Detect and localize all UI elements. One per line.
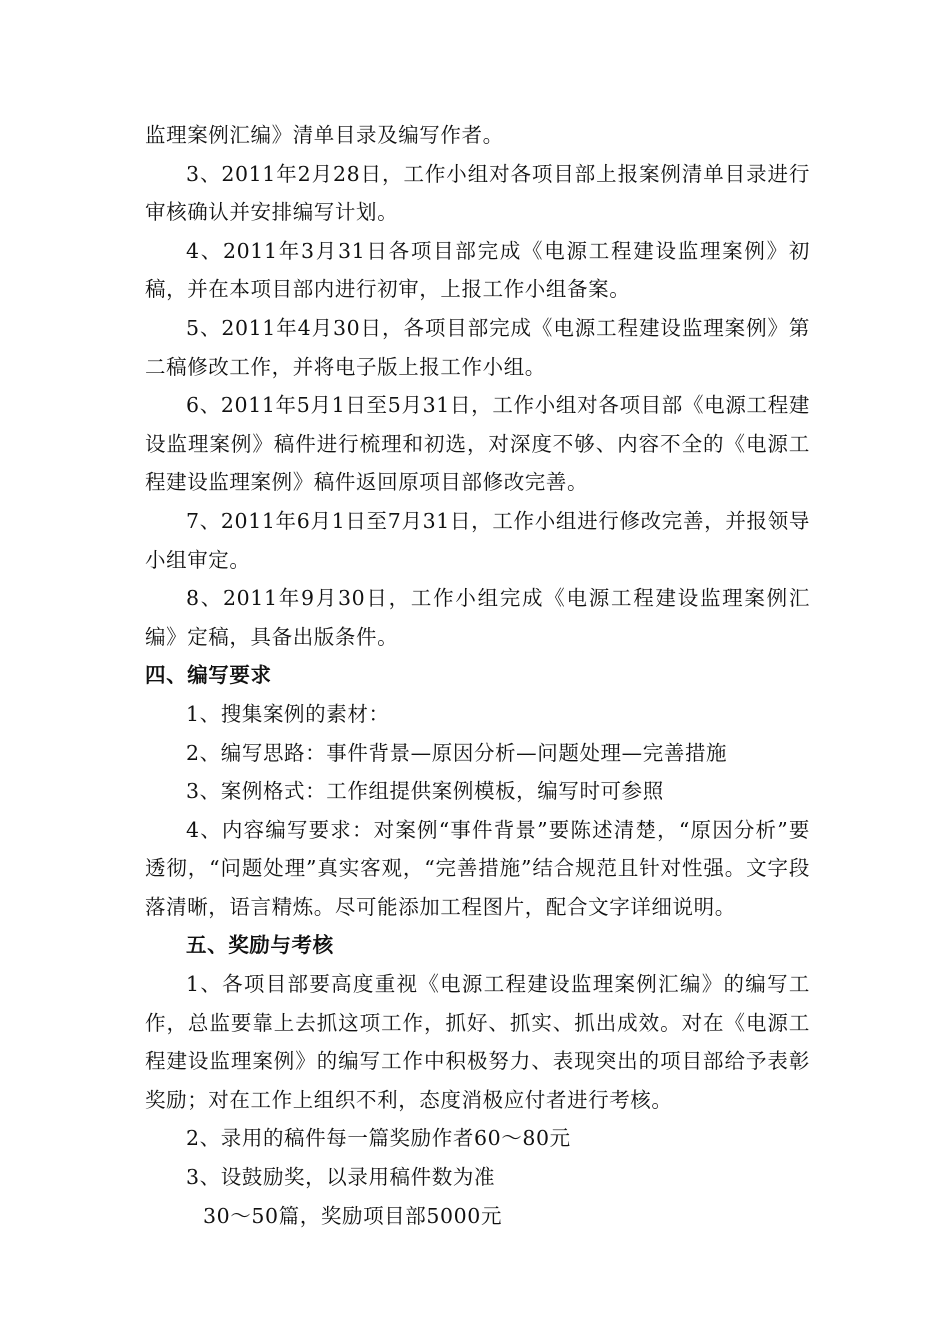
paragraph-continuation: 监理案例汇编》清单目录及编写作者。 (145, 123, 504, 147)
reward-sub-item: 30～50篇，奖励项目部5000元 (203, 1203, 503, 1228)
section-heading-writing-requirements: 四、编写要求 (145, 663, 272, 688)
schedule-item-6: 6、2011年5月1日至5月31日，工作小组对各项目部《电源工程建设监理案例》稿件进行梳理和初选，对深度不够、内容不全的《电源工程建设监理案例》稿件返回原项目部修改完善。 (145, 393, 810, 495)
reward-item-3: 3、设鼓励奖，以录用稿件数为准 (186, 1165, 496, 1190)
schedule-item-5: 5、2011年4月30日，各项目部完成《电源工程建设监理案例》第二稿修改工作，并将电子版上报工作小组。 (145, 315, 810, 379)
reward-item-1: 1、各项目部要高度重视《电源工程建设监理案例汇编》的编写工作，总监要靠上去抓这项工作，抓好、抓实、抓出成效。对在《电源工程建设监理案例》的编写工作中积极努力、表现突出的项目部给予表彰奖励；对在工作上组织不利，态度消极应付者进行考核。 (145, 972, 810, 1112)
requirement-item-3: 3、案例格式：工作组提供案例模板，编写时可参照 (186, 779, 664, 804)
schedule-item-4: 4、2011年3月31日各项目部完成《电源工程建设监理案例》初稿，并在本项目部内进行初审，上报工作小组备案。 (145, 238, 810, 302)
requirement-item-2: 2、编写思路：事件背景—原因分析—问题处理—完善措施 (186, 740, 728, 765)
requirement-item-1: 1、搜集案例的素材： (186, 701, 390, 726)
schedule-item-7: 7、2011年6月1日至7月31日，工作小组进行修改完善，并报领导小组审定。 (145, 508, 810, 572)
section-heading-rewards: 五、奖励与考核 (186, 933, 334, 958)
schedule-item-8: 8、2011年9月30日，工作小组完成《电源工程建设监理案例汇编》定稿，具备出版条件。 (145, 586, 810, 649)
schedule-item-3: 3、2011年2月28日，工作小组对各项目部上报案例清单目录进行审核确认并安排编写计划。 (145, 161, 810, 225)
document-body (145, 116, 810, 1235)
requirement-item-4: 4、内容编写要求：对案例“事件背景”要陈述清楚，“原因分析”要透彻，“问题处理”真实客观，“完善措施”结合规范且针对性强。文字段落清晰，语言精炼。尽可能添加工程图片，配合文字详细说明。 (145, 817, 810, 919)
reward-item-2: 2、录用的稿件每一篇奖励作者60～80元 (186, 1126, 571, 1151)
